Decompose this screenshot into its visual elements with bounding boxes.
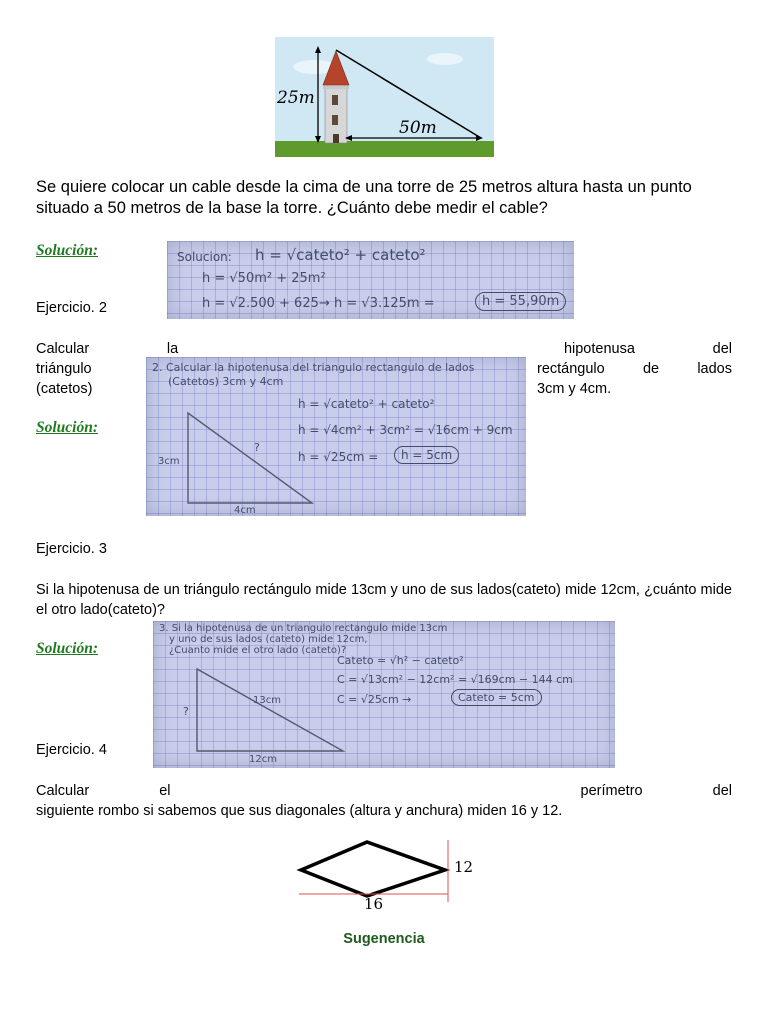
word: Calcular	[36, 783, 90, 799]
notes-title: ¿Cuanto mide el otro lado (cateto)?	[169, 645, 347, 656]
word: hipotenusa	[563, 341, 635, 357]
rhombus-svg	[295, 836, 485, 916]
tower-door	[333, 134, 339, 143]
word: rectángulo	[537, 361, 605, 377]
tower-window	[332, 115, 338, 125]
word: el	[159, 783, 171, 799]
exercise-2-line-3b: 3cm y 4cm.	[537, 381, 612, 397]
rhombus-shape	[301, 842, 445, 896]
triangle-sketch-2	[146, 357, 526, 516]
notes-line: h = √4cm² + 3cm² = √16cm + 9cm	[298, 423, 513, 437]
notes-line: h = √25cm =	[298, 450, 379, 464]
hypotenuse-label: ?	[254, 441, 260, 454]
exercise-4-heading: Ejercicio. 4	[36, 742, 107, 758]
hypotenuse-label: 13cm	[253, 695, 281, 706]
notes-line: Cateto = √h² − cateto²	[337, 654, 464, 667]
right-triangle	[197, 669, 343, 751]
exercise-3-text: Si la hipotenusa de un triángulo rectángulo mide 13cm y uno de sus lados(cateto) mide 12cm, ¿cuánto mide el otro lado(cateto)?	[36, 582, 732, 618]
word: de	[642, 361, 660, 377]
exercise-2-heading: Ejercicio. 2	[36, 300, 107, 316]
word: del	[712, 341, 732, 357]
exercise-4-line-2: siguiente rombo si sabemos que sus diagonales (altura y anchura) miden 16 y 12.	[36, 803, 563, 819]
solution-label-2: Solución:	[36, 419, 99, 436]
side-label: 3cm	[158, 456, 180, 467]
rhombus-height-label: 12	[454, 858, 474, 876]
notes-line: C = √25cm →	[337, 693, 412, 706]
grass	[275, 141, 494, 157]
solution-label-3: Solución:	[36, 640, 99, 657]
exercise-4-line-1	[36, 781, 732, 801]
rhombus-figure	[295, 836, 485, 916]
notes-result: h = 55,90m	[475, 292, 566, 311]
word: la	[166, 341, 179, 357]
right-triangle	[188, 413, 312, 503]
notes-line: Solucion:	[177, 250, 232, 264]
notes-line: → h = √3.125m =	[319, 296, 435, 311]
notes-result: Cateto = 5cm	[451, 689, 542, 706]
solution-label-1: Solución:	[36, 242, 99, 259]
side-label: 4cm	[234, 505, 256, 516]
side-label: 12cm	[249, 754, 277, 765]
notes-title: 2. Calcular la hipotenusa del triangulo rectangulo de lados	[152, 361, 475, 374]
exercise-3-heading: Ejercicio. 3	[36, 541, 107, 557]
notebook-photo-2	[146, 357, 526, 516]
height-label: 25m	[277, 88, 315, 108]
tower-illustration	[275, 37, 494, 157]
exercise-2-line-1	[36, 339, 732, 359]
notebook-photo-1	[167, 241, 574, 319]
triangle-sketch-3	[153, 621, 615, 768]
tower-band	[323, 85, 349, 89]
distance-label: 50m	[399, 118, 437, 138]
word: del	[712, 783, 732, 799]
exercise-2-line-2b	[537, 359, 732, 379]
notes-line: h = √2.500 + 625	[202, 296, 319, 311]
notebook-photo-3	[153, 621, 615, 768]
cloud	[427, 53, 463, 65]
side-label: ?	[183, 705, 189, 718]
word: lados	[697, 361, 732, 377]
notes-line: h = √cateto² + cateto²	[298, 397, 435, 411]
hint-label: Sugenencia	[343, 931, 425, 947]
notes-title: (Catetos) 3cm y 4cm	[168, 375, 284, 388]
notes-title: 3. Si la hipotenusa de un triangulo rectangulo mide 13cm	[159, 623, 448, 634]
notes-line: h = √cateto² + cateto²	[255, 246, 426, 264]
exercise-2-line-2a: triángulo	[36, 361, 92, 377]
tower-window	[332, 95, 338, 105]
notes-line: h = √50m² + 25m²	[202, 271, 326, 286]
notes-result: h = 5cm	[394, 446, 459, 464]
notes-title: y uno de sus lados (cateto) mide 12cm,	[169, 634, 368, 645]
notes-line: C = √13cm² − 12cm² = √169cm − 144 cm	[337, 673, 573, 686]
problem-1-text: Se quiere colocar un cable desde la cima de una torre de 25 metros altura hasta un punto situado a 50 metros de la base la torre. ¿Cuánto debe medir el cable?	[36, 178, 692, 217]
exercise-2-line-3a: (catetos)	[36, 381, 93, 397]
rhombus-width-label: 16	[364, 895, 384, 913]
word: Calcular	[36, 341, 90, 357]
word: perímetro	[580, 783, 643, 799]
